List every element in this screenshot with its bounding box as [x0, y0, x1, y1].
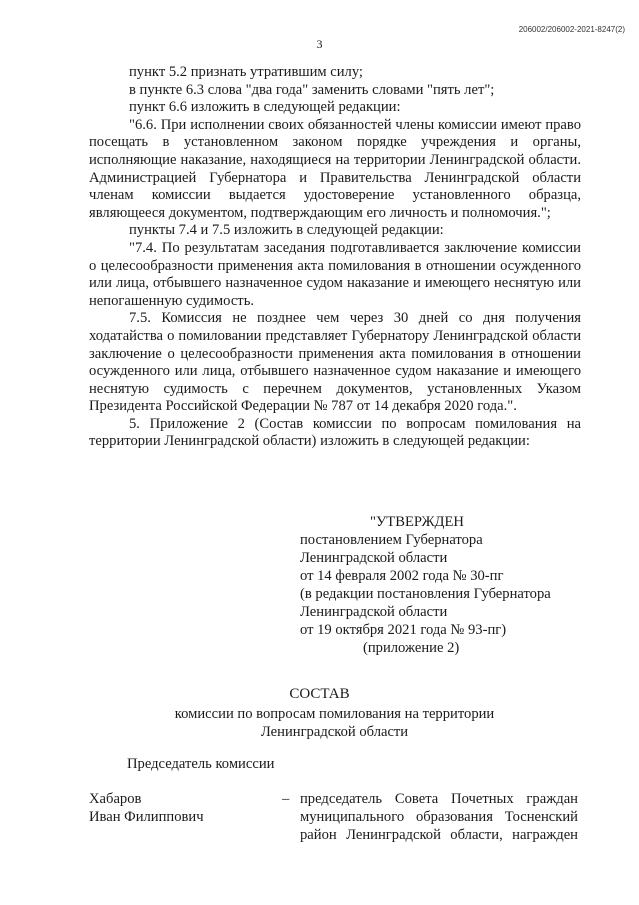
approval-stamp-block	[300, 513, 600, 657]
document-id: 206002/206002-2021-8247(2)	[518, 25, 625, 34]
approval-line: постановлением Губернатора	[300, 532, 483, 548]
approval-appendix: (приложение 2)	[363, 640, 460, 656]
member-surname: Хабаров	[89, 791, 142, 807]
member-dash: –	[282, 791, 290, 807]
approval-line: (в редакции постановления Губернатора	[300, 586, 551, 602]
member-name	[89, 790, 204, 826]
approval-line: от 14 февраля 2002 года № 30-пг	[300, 568, 504, 584]
approval-line: Ленинградской области	[300, 550, 448, 566]
approval-heading: "УТВЕРЖДЕН	[370, 514, 464, 530]
paragraph-7-5-text: 7.5. Комиссия не позднее чем через 30 дней со дня получения ходатайства о помиловании представляет Губернатору Ленинградской области заключение о целесообразности применения акта помилования в отношении осужденного или лица, отбывшего назначенное судом наказание и имеющего неснятую судимость с перечнем документов, установленных Указом Президента Российской Федерации № 787 от 14 декабря 2020 года.".	[89, 310, 581, 415]
chair-label: Председатель комиссии	[127, 756, 275, 772]
member-description: председатель Совета Почетных граждан муниципального образования Тосненский район Ленинградской области, награжден	[300, 791, 578, 843]
member-given-names: Иван Филиппович	[89, 809, 204, 825]
paragraph-7-4-text: "7.4. По результатам заседания подготавливается заключение комиссии о целесообразности применения акта помилования в отношении осужденного или лица, отбывшего назначенное судом наказание и имеющего неснятую или непогашенную судимость.	[89, 239, 581, 309]
paragraph-item-6-3: в пункте 6.3 слова "два года" заменить словами "пять лет";	[129, 81, 495, 98]
composition-subtitle	[100, 705, 569, 741]
document-body	[89, 64, 581, 451]
page-number: 3	[316, 37, 323, 51]
paragraph-item-5-2: пункт 5.2 признать утратившим силу;	[129, 64, 363, 80]
composition-subtitle-line: комиссии по вопросам помилования на территории	[174, 706, 495, 722]
paragraph-item-6-6-intro: пункт 6.6 изложить в следующей редакции:	[129, 99, 401, 116]
approval-line: от 19 октября 2021 года № 93-пг)	[300, 622, 507, 638]
composition-title: СОСТАВ	[289, 686, 350, 702]
paragraph-appendix-2: 5. Приложение 2 (Состав комиссии по вопросам помилования на территории Ленинградской области) изложить в следующей редакции:	[89, 415, 581, 450]
paragraph-items-7-intro: пункты 7.4 и 7.5 изложить в следующей редакции:	[129, 222, 444, 239]
approval-line: Ленинградской области	[300, 604, 448, 620]
paragraph-6-6-text: "6.6. При исполнении своих обязанностей члены комиссии имеют право посещать в установленном законом порядке учреждения и органы, исполняющие наказание, находящиеся на территории Ленинградской области. Администрацией Губернатора и Правительства Ленинградской области членам комиссии выдается удостоверение установленного образца, являющееся документом, подтверждающим его личность и полномочия.";	[89, 116, 581, 221]
composition-subtitle-line: Ленинградской области	[260, 724, 409, 740]
